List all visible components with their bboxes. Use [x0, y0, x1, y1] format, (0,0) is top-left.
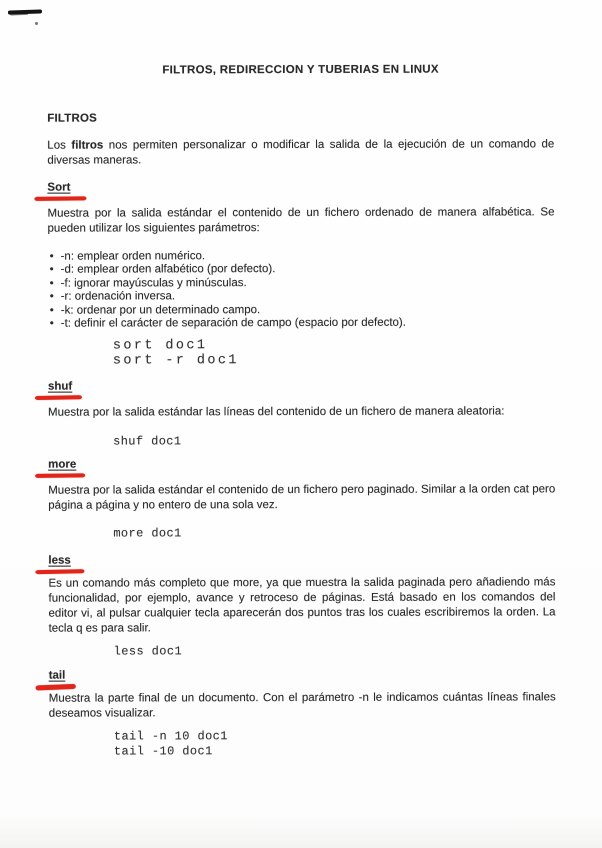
more-description: Muestra por la salida estándar el contenido de un fichero pero paginado. Similar a la orden cat pero página a página y no entero de una sola vez.: [48, 483, 556, 513]
list-item-f: • -f: ignorar mayúsculas y minúsculas.: [48, 276, 555, 291]
red-marker-underline-tail: [36, 684, 76, 691]
heading-less: [48, 555, 70, 568]
shuf-code-example: [113, 434, 555, 450]
intro-text-pre: Los: [47, 139, 72, 152]
list-item-n: • -n: emplear orden numérico.: [48, 249, 555, 264]
less-description: Es un comando más completo que more, ya que muestra la salida paginada pero añadiendo más funcionalidad, por ejemplo, avance y retroceso de páginas. Está basado en los comandos del editor vi, al pulsar cualquier tecla aparecerán dos puntos tras los cuales escribiremos la orden. La tecla q es para salir.: [48, 576, 556, 636]
red-marker-underline-sort: [34, 196, 86, 201]
document-content: [47, 62, 556, 760]
heading-less-text: less: [48, 555, 71, 568]
more-code-example: [113, 526, 555, 542]
heading-shuf-text: shuf: [47, 381, 73, 394]
red-marker-underline-less: [35, 570, 84, 575]
code-line: tail -10 doc1: [113, 744, 213, 759]
intro-paragraph: [47, 137, 554, 168]
code-line: tail -n 10 doc1: [113, 729, 228, 744]
heading-sort: [47, 182, 70, 195]
less-code-example: [114, 644, 556, 660]
sort-code-example: [113, 338, 555, 369]
red-marker-underline-more: [35, 474, 85, 479]
heading-shuf: [48, 381, 72, 394]
code-line: more doc1: [113, 526, 182, 541]
intro-text-post: nos permiten personalizar o modificar la salida de la ejecución de un comando de diversas maneras.: [47, 138, 555, 167]
sort-description: Muestra por la salida estándar el contenido de un fichero ordenado de manera alfabética. Se pueden utilizar los siguientes parámetros:: [47, 206, 555, 235]
shuf-description: Muestra por la salida estándar las líneas del contenido de un fichero de manera aleatoria:: [47, 405, 505, 420]
list-item-t: • -t: definir el carácter de separación de campo (espacio por defecto).: [48, 316, 555, 331]
tail-code-example: [114, 729, 556, 760]
heading-more-text: more: [48, 459, 77, 472]
code-line: sort doc1: [112, 338, 208, 354]
heading-tail-text: tail: [48, 670, 66, 683]
code-line: shuf doc1: [113, 434, 182, 449]
heading-tail: [49, 670, 66, 683]
document-title: FILTROS, REDIRECCION Y TUBERIAS EN LINUX: [162, 63, 439, 77]
pen-dot-mark: [35, 22, 38, 25]
heading-more: [48, 459, 76, 472]
heading-sort-text: Sort: [47, 181, 71, 194]
red-marker-underline-shuf: [35, 396, 82, 401]
list-item-k: • -k: ordenar por un determinado campo.: [48, 303, 555, 318]
list-item-r: • -r: ordenación inversa.: [48, 290, 555, 305]
code-line: less doc1: [113, 644, 183, 659]
sort-parameter-list: [48, 249, 555, 331]
list-item-d: • -d: emplear orden alfabético (por defecto).: [48, 263, 555, 278]
intro-text-bold: filtros: [71, 139, 104, 152]
pen-dash-mark: [8, 9, 42, 14]
code-line: sort -r doc1: [112, 353, 239, 369]
tail-description: Muestra la parte final de un documento. Con el parámetro -n le indicamos cuántas líneas finales deseamos visualizar.: [48, 691, 556, 721]
heading-filtros: FILTROS: [47, 112, 97, 125]
